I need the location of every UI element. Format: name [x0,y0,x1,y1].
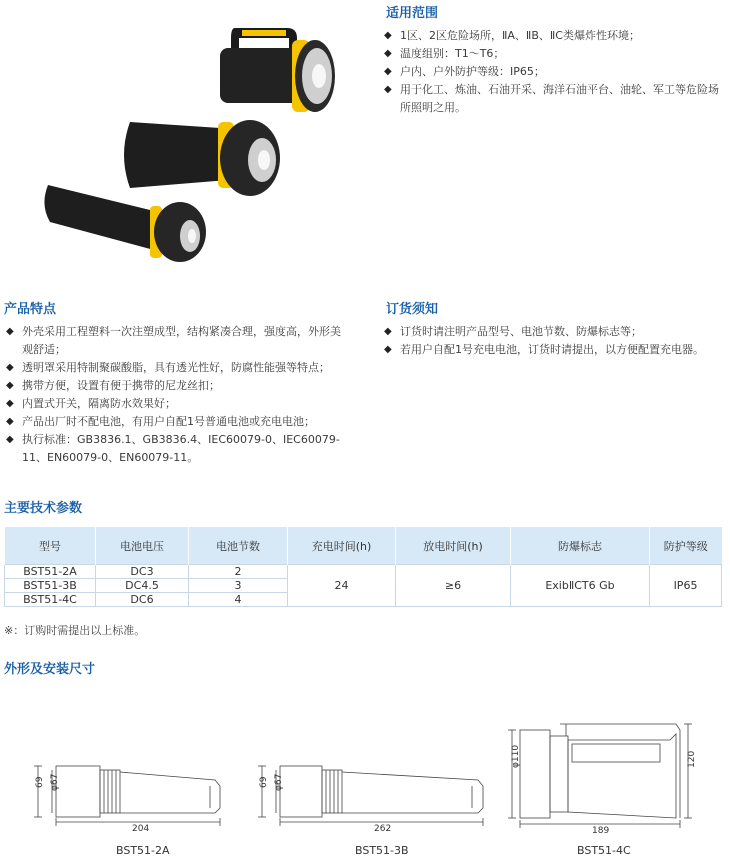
list-item: ◆ 订货时请注明产品型号、电池节数、防爆标志等； [382,323,727,341]
flashlight-small [44,185,206,262]
list-item: ◆ 透明罩采用特制聚碳酸脂，具有透光性好，防腐性能强等特点； [4,359,350,377]
dim-2a-length: 204 [132,824,150,834]
dim-2a-dia: φ67 [50,773,60,791]
header-charge: 充电时间(h) [288,527,396,565]
list-item: ◆ 执行标准：GB3836.1、GB3836.4、IEC60079-0、IEC60079-11、EN60079-0、EN60079-11。 [4,431,350,467]
header-ex-mark: 防爆标志 [511,527,650,565]
table-header-row [5,527,722,565]
header-cells: 电池节数 [189,527,288,565]
drawing-3b [258,766,483,856]
dim-3b-length: 262 [374,824,392,834]
dimension-drawings [0,700,730,856]
list-item: ◆ 温度组别：T1～T6； [382,45,727,63]
header-ip: 防护等级 [650,527,722,565]
ordering-list [382,323,727,359]
list-item: ◆ 1区、2区危险场所，ⅡA、ⅡB、ⅡC类爆炸性环境； [382,27,727,45]
ordering-title: 订货须知 [386,302,439,317]
cell-ip: IP65 [650,565,722,607]
list-item: ◆ 户内、户外防护等级：IP65； [382,63,727,81]
drawing-2a-label: BST51-2A [116,844,170,856]
dims-title: 外形及安装尺寸 [4,662,96,677]
cell-discharge: ≥6 [396,565,511,607]
cell-charge: 24 [288,565,396,607]
dim-2a-height: 69 [35,776,45,788]
drawing-4c-label: BST51-4C [577,844,631,856]
cell-model: BST51-3B [5,579,96,593]
applicable-list [382,27,727,117]
dim-3b-height: 69 [259,776,269,788]
list-item: ◆ 携带方便，设置有便于携带的尼龙丝扣； [4,377,350,395]
spec-note: ※：订购时需提出以上标准。 [4,624,146,637]
cell-cells: 3 [189,579,288,593]
dim-4c-height: 120 [687,750,697,768]
list-item: ◆ 产品出厂时不配电池，有用户自配1号普通电池或充电电池； [4,413,350,431]
lantern-flashlight [220,28,335,112]
dim-4c-dia: φ110 [511,744,521,768]
spec-table [4,527,722,607]
cell-cells: 2 [189,565,288,579]
list-item: ◆ 外壳采用工程塑料一次注塑成型，结构紧凑合理，强度高，外形美观舒适； [4,323,350,359]
dim-4c-length: 189 [592,826,610,836]
list-item: ◆ 用于化工、炼油、石油开采、海洋石油平台、油轮、军工等危险场所照明之用。 [382,81,727,117]
cell-ex-mark: ExibⅡCT6 Gb [511,565,650,607]
features-title: 产品特点 [4,302,57,317]
cell-cells: 4 [189,593,288,607]
header-voltage: 电池电压 [96,527,189,565]
header-discharge: 放电时间(h) [396,527,511,565]
applicable-title: 适用范围 [386,6,439,21]
features-list [4,323,350,467]
drawing-3b-label: BST51-3B [355,844,409,856]
list-item: ◆ 若用户自配1号充电电池，订货时请提出，以方便配置充电器。 [382,341,727,359]
drawing-4c [508,724,697,856]
list-item: ◆ 内置式开关，隔离防水效果好； [4,395,350,413]
flashlight-medium [124,120,280,196]
product-photo [30,10,350,275]
cell-voltage: DC4.5 [96,579,189,593]
spec-title: 主要技术参数 [4,501,83,516]
drawing-2a [34,766,220,856]
cell-model: BST51-4C [5,593,96,607]
header-model: 型号 [5,527,96,565]
cell-model: BST51-2A [5,565,96,579]
cell-voltage: DC3 [96,565,189,579]
cell-voltage: DC6 [96,593,189,607]
table-row [5,565,722,579]
dim-3b-dia: φ67 [274,773,284,791]
